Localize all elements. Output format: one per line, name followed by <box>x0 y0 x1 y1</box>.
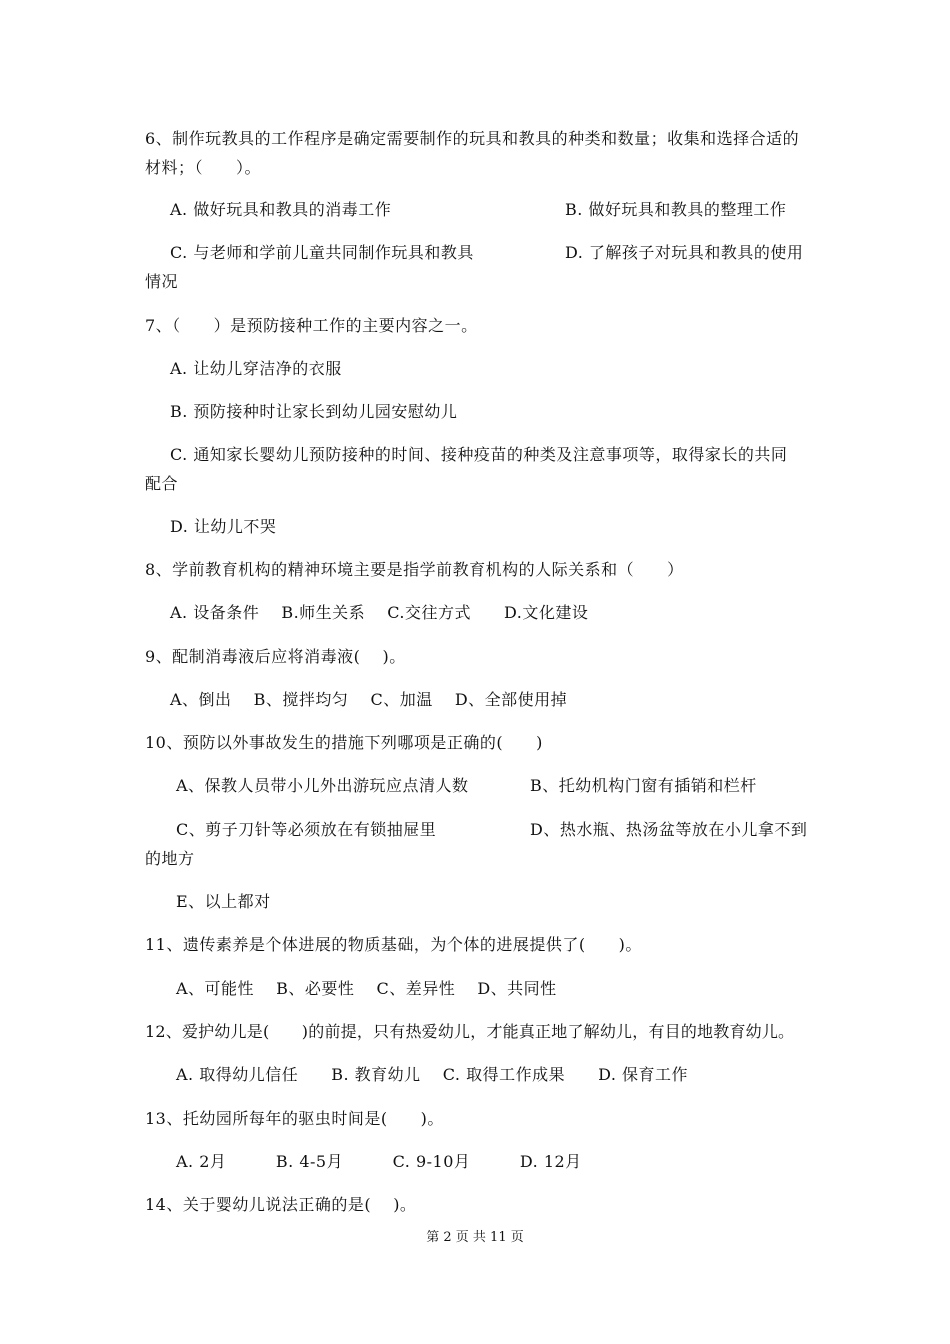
q10-option-d: D、热水瓶、热汤盆等放在小儿拿不到 <box>530 820 808 839</box>
q10-option-c: C、剪子刀针等必须放在有锁抽屉里 <box>176 820 437 839</box>
q7-option-c-continued: 配合 <box>145 474 179 493</box>
q10-stem: 10、预防以外事故发生的措施下列哪项是正确的( ) <box>145 733 543 752</box>
q6-stem-line1: 6、制作玩教具的工作程序是确定需要制作的玩具和教具的种类和数量；收集和选择合适的 <box>145 129 800 148</box>
q6-option-b: B. 做好玩具和教具的整理工作 <box>565 200 787 219</box>
q10-option-b: B、托幼机构门窗有插销和栏杆 <box>530 776 757 795</box>
q13-stem: 13、托幼园所每年的驱虫时间是( )。 <box>145 1109 444 1128</box>
q10-option-a: A、保教人员带小儿外出游玩应点清人数 <box>176 776 469 795</box>
q11-options: A、可能性 B、必要性 C、差异性 D、共同性 <box>176 979 557 998</box>
q6-stem-line2: 材料；（ ）。 <box>145 158 262 177</box>
q10-option-d-continued: 的地方 <box>145 849 195 868</box>
q14-stem: 14、关于婴幼儿说法正确的是( )。 <box>145 1195 417 1214</box>
q6-option-d-continued: 情况 <box>145 272 179 291</box>
q7-option-d: D. 让幼儿不哭 <box>170 517 277 536</box>
q6-option-c: C. 与老师和学前儿童共同制作玩具和教具 <box>170 243 474 262</box>
q7-option-b: B. 预防接种时让家长到幼儿园安慰幼儿 <box>170 402 458 421</box>
q9-stem: 9、配制消毒液后应将消毒液( )。 <box>145 647 406 666</box>
q8-options: A. 设备条件 B.师生关系 C.交往方式 D.文化建设 <box>170 603 589 622</box>
page-number-footer: 第 2 页 共 11 页 <box>426 1230 524 1245</box>
q11-stem: 11、遗传素养是个体进展的物质基础，为个体的进展提供了( )。 <box>145 935 642 954</box>
q10-option-e: E、以上都对 <box>176 892 271 911</box>
q6-option-d: D. 了解孩子对玩具和教具的使用 <box>565 243 804 262</box>
q7-stem: 7、（ ）是预防接种工作的主要内容之一。 <box>145 316 478 335</box>
q13-options: A. 2月 B. 4-5月 C. 9-10月 D. 12月 <box>176 1152 582 1171</box>
q8-stem: 8、学前教育机构的精神环境主要是指学前教育机构的人际关系和（ ） <box>145 560 684 579</box>
q9-options: A、倒出 B、搅拌均匀 C、加温 D、全部使用掉 <box>170 690 568 709</box>
q12-stem: 12、爱护幼儿是( )的前提，只有热爱幼儿，才能真正地了解幼儿，有目的地教育幼儿。 <box>145 1022 795 1041</box>
q6-option-a: A. 做好玩具和教具的消毒工作 <box>170 200 392 219</box>
q7-option-c: C. 通知家长婴幼儿预防接种的时间、接种疫苗的种类及注意事项等，取得家长的共同 <box>170 445 788 464</box>
q12-options: A. 取得幼儿信任 B. 教育幼儿 C. 取得工作成果 D. 保育工作 <box>176 1065 689 1084</box>
q7-option-a: A. 让幼儿穿洁净的衣服 <box>170 359 342 378</box>
